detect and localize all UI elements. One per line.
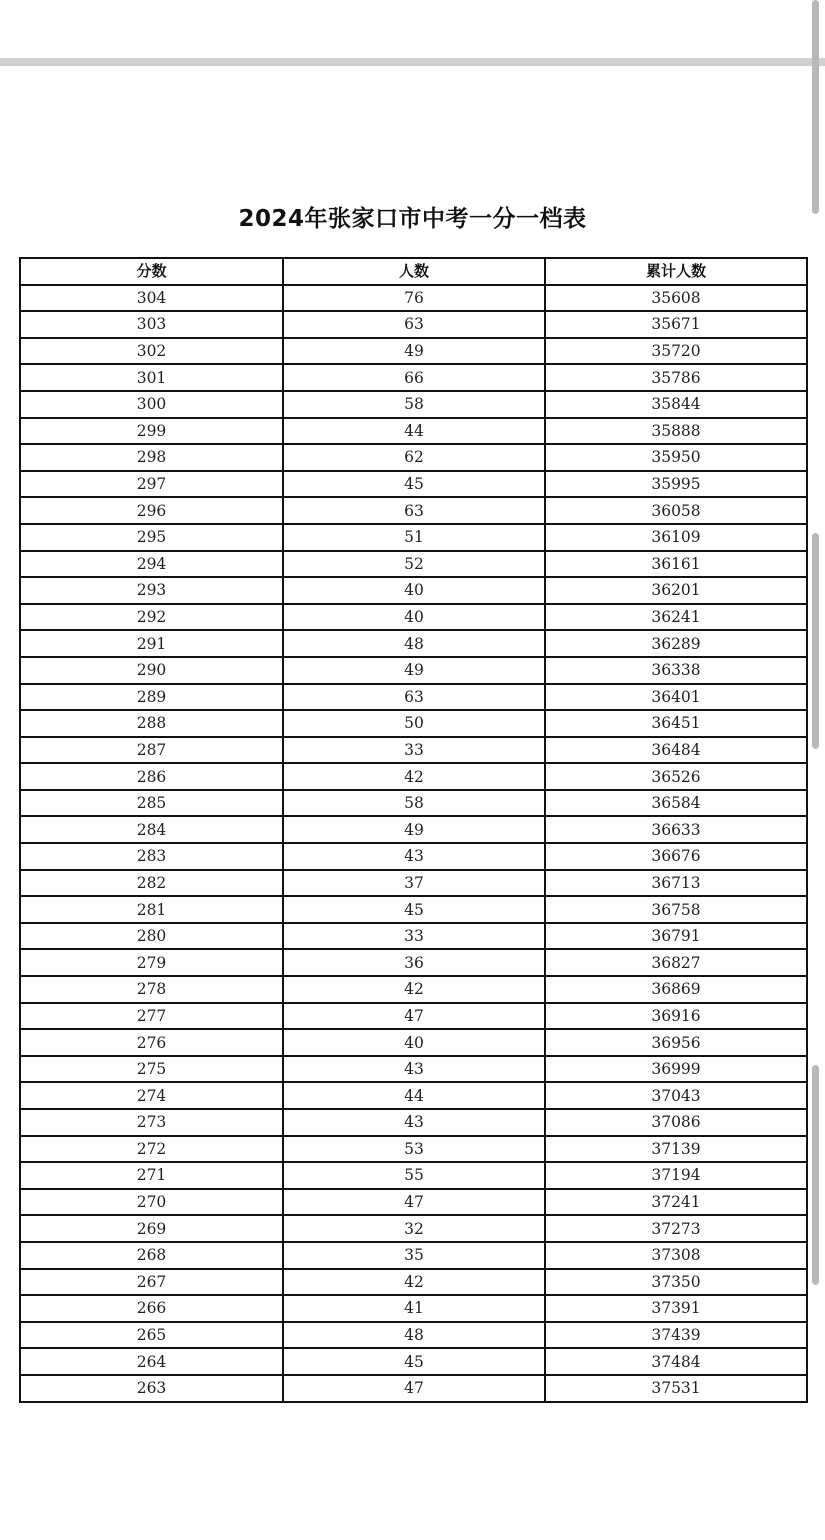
cell-count: 50 — [283, 710, 545, 737]
cell-count: 51 — [283, 524, 545, 551]
cell-score: 267 — [20, 1269, 283, 1296]
cell-score: 265 — [20, 1322, 283, 1349]
cell-score: 304 — [20, 285, 283, 312]
cell-score: 277 — [20, 1003, 283, 1030]
table-row — [20, 896, 807, 923]
cell-count: 32 — [283, 1215, 545, 1242]
cell-score: 292 — [20, 604, 283, 631]
table-row — [20, 1189, 807, 1216]
cell-count: 35 — [283, 1242, 545, 1269]
cell-cumulative: 37308 — [545, 1242, 807, 1269]
table-row — [20, 1295, 807, 1322]
cell-score: 287 — [20, 737, 283, 764]
cell-cumulative: 36109 — [545, 524, 807, 551]
cell-score: 296 — [20, 497, 283, 524]
cell-cumulative: 37484 — [545, 1348, 807, 1375]
cell-score: 285 — [20, 790, 283, 817]
cell-count: 43 — [283, 1056, 545, 1083]
table-row — [20, 1056, 807, 1083]
cell-count: 45 — [283, 1348, 545, 1375]
cell-cumulative: 36916 — [545, 1003, 807, 1030]
table-row — [20, 524, 807, 551]
cell-score: 288 — [20, 710, 283, 737]
cell-score: 298 — [20, 444, 283, 471]
table-row — [20, 311, 807, 338]
cell-cumulative: 36758 — [545, 896, 807, 923]
table-row — [20, 551, 807, 578]
cell-count: 48 — [283, 630, 545, 657]
cell-count: 43 — [283, 843, 545, 870]
cell-cumulative: 37241 — [545, 1189, 807, 1216]
table-row — [20, 737, 807, 764]
table-row — [20, 1082, 807, 1109]
cell-count: 45 — [283, 471, 545, 498]
cell-score: 271 — [20, 1162, 283, 1189]
cell-count: 40 — [283, 1029, 545, 1056]
score-rank-table — [19, 257, 808, 1403]
cell-count: 40 — [283, 604, 545, 631]
table-row — [20, 1162, 807, 1189]
cell-score: 280 — [20, 923, 283, 950]
scrollbar-thumb-top[interactable] — [812, 0, 819, 214]
cell-score: 302 — [20, 338, 283, 365]
table-row — [20, 1375, 807, 1402]
table-row — [20, 816, 807, 843]
table-body — [20, 285, 807, 1402]
cell-count: 49 — [283, 816, 545, 843]
cell-count: 37 — [283, 870, 545, 897]
cell-cumulative: 37086 — [545, 1109, 807, 1136]
cell-cumulative: 35995 — [545, 471, 807, 498]
cell-cumulative: 35671 — [545, 311, 807, 338]
cell-score: 284 — [20, 816, 283, 843]
cell-cumulative: 36161 — [545, 551, 807, 578]
table-row — [20, 418, 807, 445]
cell-score: 275 — [20, 1056, 283, 1083]
cell-count: 45 — [283, 896, 545, 923]
cell-cumulative: 37350 — [545, 1269, 807, 1296]
table-row — [20, 1322, 807, 1349]
cell-score: 283 — [20, 843, 283, 870]
cell-cumulative: 36241 — [545, 604, 807, 631]
cell-score: 303 — [20, 311, 283, 338]
table-row — [20, 630, 807, 657]
cell-count: 62 — [283, 444, 545, 471]
cell-cumulative: 37391 — [545, 1295, 807, 1322]
cell-cumulative: 36058 — [545, 497, 807, 524]
cell-count: 42 — [283, 763, 545, 790]
cell-score: 301 — [20, 364, 283, 391]
cell-cumulative: 36999 — [545, 1056, 807, 1083]
cell-score: 295 — [20, 524, 283, 551]
cell-count: 63 — [283, 311, 545, 338]
cell-count: 48 — [283, 1322, 545, 1349]
cell-score: 289 — [20, 684, 283, 711]
table-row — [20, 497, 807, 524]
cell-score: 274 — [20, 1082, 283, 1109]
table-row — [20, 657, 807, 684]
table-row — [20, 364, 807, 391]
cell-score: 286 — [20, 763, 283, 790]
cell-cumulative: 35888 — [545, 418, 807, 445]
cell-cumulative: 36713 — [545, 870, 807, 897]
table-row — [20, 843, 807, 870]
cell-count: 58 — [283, 391, 545, 418]
cell-cumulative: 36289 — [545, 630, 807, 657]
cell-score: 270 — [20, 1189, 283, 1216]
cell-score: 299 — [20, 418, 283, 445]
cell-cumulative: 36401 — [545, 684, 807, 711]
cell-cumulative: 37531 — [545, 1375, 807, 1402]
table-row — [20, 1109, 807, 1136]
cell-count: 66 — [283, 364, 545, 391]
table-row — [20, 604, 807, 631]
table-row — [20, 444, 807, 471]
table-row — [20, 1003, 807, 1030]
table-row — [20, 763, 807, 790]
cell-count: 63 — [283, 497, 545, 524]
cell-count: 43 — [283, 1109, 545, 1136]
cell-score: 278 — [20, 976, 283, 1003]
cell-cumulative: 35844 — [545, 391, 807, 418]
cell-cumulative: 36827 — [545, 949, 807, 976]
table-row — [20, 976, 807, 1003]
table-row — [20, 949, 807, 976]
cell-count: 58 — [283, 790, 545, 817]
table-row — [20, 923, 807, 950]
cell-score: 264 — [20, 1348, 283, 1375]
table-row — [20, 1215, 807, 1242]
table-row — [20, 790, 807, 817]
cell-count: 33 — [283, 923, 545, 950]
header-count: 人数 — [283, 258, 545, 285]
table-row — [20, 577, 807, 604]
top-divider — [0, 58, 825, 66]
cell-count: 63 — [283, 684, 545, 711]
cell-cumulative: 35608 — [545, 285, 807, 312]
cell-count: 44 — [283, 1082, 545, 1109]
cell-count: 52 — [283, 551, 545, 578]
cell-cumulative: 37139 — [545, 1136, 807, 1163]
cell-score: 282 — [20, 870, 283, 897]
header-cumulative: 累计人数 — [545, 258, 807, 285]
header-score: 分数 — [20, 258, 283, 285]
cell-score: 279 — [20, 949, 283, 976]
cell-score: 273 — [20, 1109, 283, 1136]
cell-count: 41 — [283, 1295, 545, 1322]
cell-count: 33 — [283, 737, 545, 764]
cell-score: 290 — [20, 657, 283, 684]
cell-count: 40 — [283, 577, 545, 604]
cell-cumulative: 36201 — [545, 577, 807, 604]
cell-cumulative: 37043 — [545, 1082, 807, 1109]
cell-cumulative: 36956 — [545, 1029, 807, 1056]
cell-cumulative: 35720 — [545, 338, 807, 365]
cell-count: 55 — [283, 1162, 545, 1189]
table-row — [20, 1348, 807, 1375]
scrollbar-thumb-bottom[interactable] — [812, 1065, 819, 1285]
cell-score: 263 — [20, 1375, 283, 1402]
cell-count: 42 — [283, 976, 545, 1003]
cell-cumulative: 35786 — [545, 364, 807, 391]
cell-score: 293 — [20, 577, 283, 604]
cell-score: 294 — [20, 551, 283, 578]
cell-count: 47 — [283, 1003, 545, 1030]
table-row — [20, 684, 807, 711]
cell-cumulative: 36451 — [545, 710, 807, 737]
cell-cumulative: 36584 — [545, 790, 807, 817]
cell-count: 42 — [283, 1269, 545, 1296]
cell-count: 47 — [283, 1189, 545, 1216]
table-row — [20, 1269, 807, 1296]
cell-cumulative: 35950 — [545, 444, 807, 471]
table-header-row — [20, 258, 807, 285]
cell-count: 49 — [283, 338, 545, 365]
table-row — [20, 1136, 807, 1163]
cell-count: 76 — [283, 285, 545, 312]
table-row — [20, 391, 807, 418]
cell-score: 291 — [20, 630, 283, 657]
table-row — [20, 710, 807, 737]
cell-score: 266 — [20, 1295, 283, 1322]
cell-cumulative: 37439 — [545, 1322, 807, 1349]
page-title: 2024年张家口市中考一分一档表 — [238, 206, 587, 232]
cell-score: 268 — [20, 1242, 283, 1269]
cell-score: 272 — [20, 1136, 283, 1163]
cell-score: 300 — [20, 391, 283, 418]
cell-cumulative: 37273 — [545, 1215, 807, 1242]
cell-score: 269 — [20, 1215, 283, 1242]
table-row — [20, 1029, 807, 1056]
cell-cumulative: 36484 — [545, 737, 807, 764]
cell-score: 297 — [20, 471, 283, 498]
scrollbar-thumb-middle[interactable] — [812, 533, 819, 749]
cell-count: 44 — [283, 418, 545, 445]
cell-score: 276 — [20, 1029, 283, 1056]
cell-cumulative: 36338 — [545, 657, 807, 684]
cell-cumulative: 36633 — [545, 816, 807, 843]
cell-count: 47 — [283, 1375, 545, 1402]
cell-cumulative: 37194 — [545, 1162, 807, 1189]
table-row — [20, 471, 807, 498]
cell-cumulative: 36676 — [545, 843, 807, 870]
cell-count: 36 — [283, 949, 545, 976]
table-row — [20, 870, 807, 897]
cell-cumulative: 36869 — [545, 976, 807, 1003]
cell-count: 49 — [283, 657, 545, 684]
table-row — [20, 285, 807, 312]
cell-cumulative: 36526 — [545, 763, 807, 790]
cell-count: 53 — [283, 1136, 545, 1163]
table-row — [20, 338, 807, 365]
cell-cumulative: 36791 — [545, 923, 807, 950]
table-row — [20, 1242, 807, 1269]
cell-score: 281 — [20, 896, 283, 923]
